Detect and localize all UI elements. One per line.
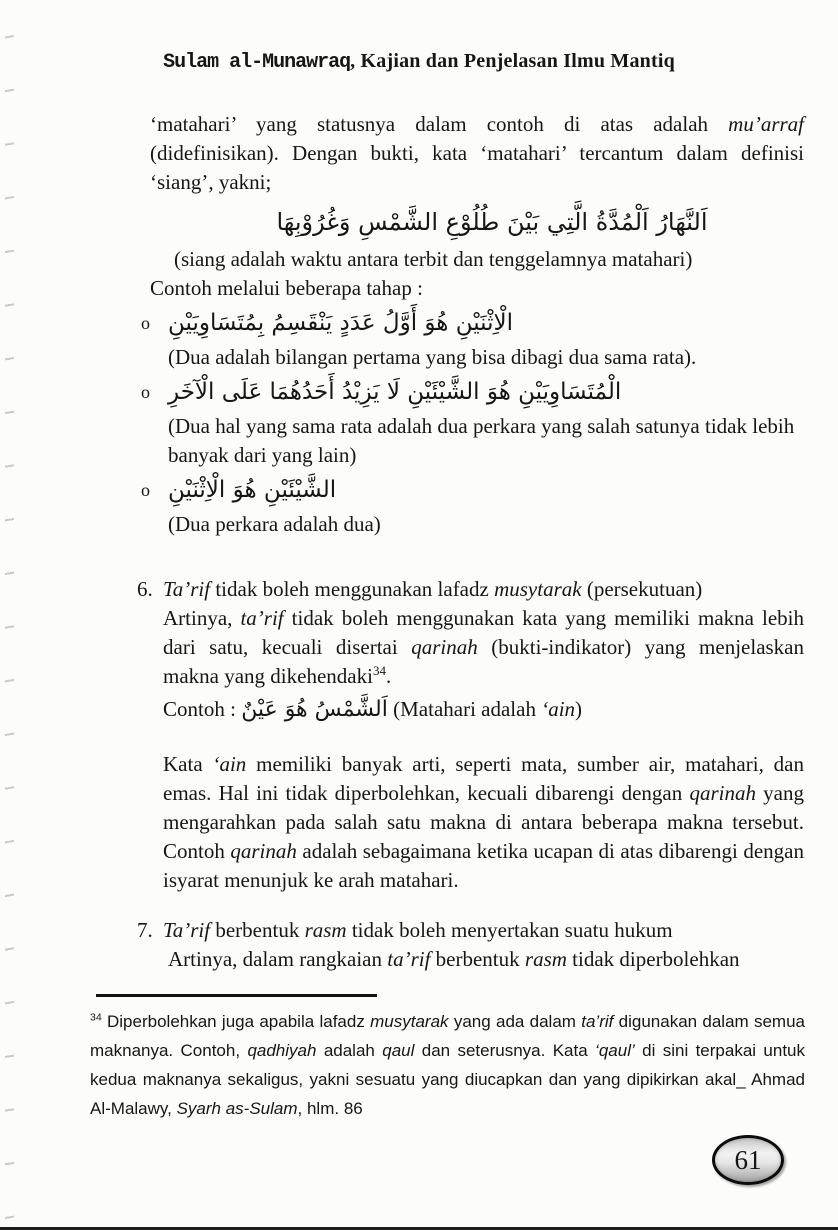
item7-line1: Ta’rif berbentuk rasm tidak boleh menyertakan suatu hukum bbox=[163, 918, 673, 942]
stages-intro: Contoh melalui beberapa tahap : bbox=[150, 276, 423, 300]
bullet-content bbox=[168, 303, 696, 372]
binding-marks bbox=[5, 0, 14, 1227]
page-body bbox=[137, 110, 805, 974]
book-title-brand: Sulam al-Munawraq bbox=[163, 51, 351, 74]
bullet-content bbox=[168, 470, 381, 539]
footnote bbox=[90, 1007, 805, 1123]
bullet-translation: (Dua perkara adalah dua) bbox=[168, 512, 381, 536]
bullet-marker: o bbox=[141, 480, 150, 500]
running-header bbox=[0, 0, 838, 74]
bullet-marker: o bbox=[141, 313, 150, 333]
page-number-badge bbox=[712, 1135, 784, 1185]
page-number: 61 bbox=[734, 1144, 762, 1175]
bullet-arabic: الشَّيْئَيْنِ هُوَ الْاِثْنَيْنِ bbox=[168, 477, 337, 503]
bullet-item-3 bbox=[141, 470, 804, 539]
bullet-translation: (Dua adalah bilangan pertama yang bisa dibagi dua sama rata). bbox=[168, 345, 697, 369]
bullet-arabic: الْاِثْنَيْنِ هُوَ أَوَّلُ عَدَدٍ يَنْقَسِمُ بِمُتَسَاوِيَيْنِ bbox=[168, 310, 514, 336]
paragraph-muarraf: ‘matahari’ yang statusnya dalam contoh di atas adalah mu’arraf (didefinisikan). Dengan bukti, kata ‘matahari’ tercantum dalam definisi ‘siang’, yakni; bbox=[150, 112, 804, 194]
footnote-marker: 34 bbox=[90, 1011, 102, 1024]
item7-line2: Artinya, dalam rangkaian ta’rif berbentuk rasm tidak diperbolehkan bbox=[168, 947, 740, 971]
bullet-arabic: الْمُتَسَاوِيَيْنِ هُوَ الشَّيْئَيْنِ لَا يَزِيْدُ أَحَدُهُمَا عَلَى الْآخَرِ bbox=[168, 379, 622, 405]
paragraph-ain: Kata ‘ain memiliki banyak arti, seperti mata, sumber air, matahari, dan emas. Hal ini tidak diperbolehkan, kecuali dibarengi dengan qarinah yang mengarahkan pada salah satu makna di antara beberapa makna tersebut. Contoh qarinah adalah sebagaimana ketika ucapan di atas dibarengi dengan isyarat menunjuk ke arah matahari. bbox=[163, 752, 805, 892]
bullet-content bbox=[168, 372, 804, 470]
footnote-divider bbox=[96, 994, 377, 997]
book-title-rest: , Kajian dan Penjelasan Ilmu Mantiq bbox=[350, 50, 675, 72]
numbered-item-7 bbox=[137, 916, 804, 974]
bullet-marker: o bbox=[141, 382, 150, 402]
bullet-item-1 bbox=[141, 303, 804, 372]
item6-example: Contoh : اَلشَّمْسُ هُوَ عَيْنٌ (Matahari adalah ‘ain) bbox=[163, 697, 583, 722]
item6-title: Ta’rif tidak boleh menggunakan lafadz musytarak (persekutuan) bbox=[163, 577, 703, 601]
bullet-translation: (Dua hal yang sama rata adalah dua perkara yang salah satunya tidak lebih banyak dari yang lain) bbox=[168, 414, 795, 467]
numbered-item-6 bbox=[137, 575, 805, 724]
footnote-text: Diperbolehkan juga apabila lafadz musytarak yang ada dalam ta’rif digunakan dalam semua maknanya. Contoh, qadhiyah adalah qaul dan seterusnya. Kata ‘qaul’ di sini terpakai untuk kedua maknanya sekaligus, yakni sesuatu yang diucapkan dan yang dipikirkan akal_ Ahmad Al-Malawy, Syarh as-Sulam, hlm. 86 bbox=[90, 1012, 806, 1118]
item-number: 7. bbox=[137, 918, 153, 942]
definition-translation: (siang adalah waktu antara terbit dan tenggelamnya matahari) bbox=[174, 247, 693, 271]
bullet-item-2 bbox=[141, 372, 804, 470]
item-number: 6. bbox=[137, 577, 153, 601]
arabic-definition-line: اَلنَّهَارُ اَلْمُدَّةُ الَّتِي بَيْنَ طُلُوْعِ الشَّمْسِ وَغُرُوْبِهَا bbox=[276, 208, 708, 236]
item6-body: Artinya, ta’rif tidak boleh menggunakan kata yang memiliki makna lebih dari satu, kecuali disertai qarinah (bukti-indikator) yang menjelaskan makna yang dikehendaki$^{34}$. bbox=[163, 606, 805, 688]
